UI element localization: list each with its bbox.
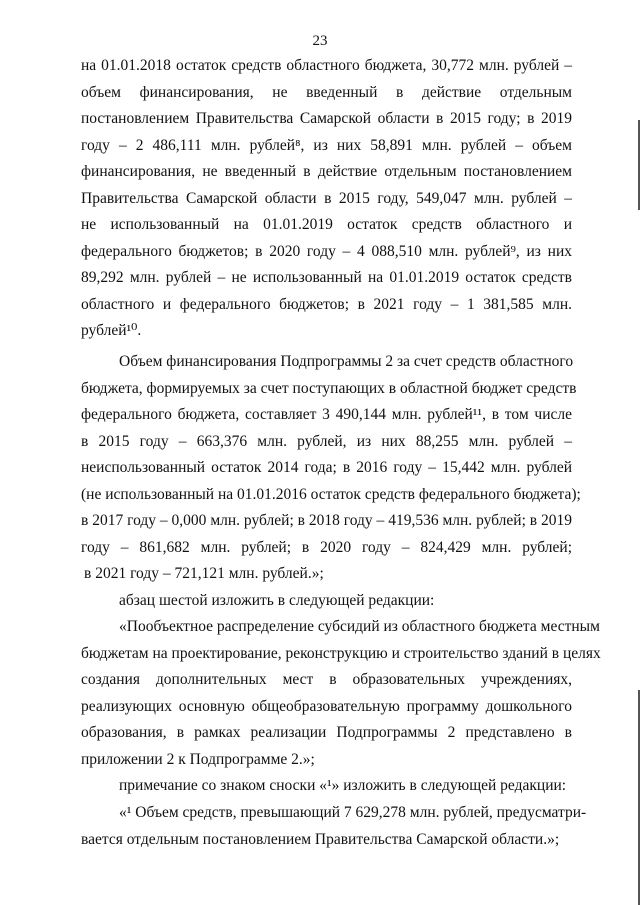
text-line: абзац шестой изложить в следующей редакции: xyxy=(119,592,435,609)
paragraph-3 xyxy=(81,588,572,615)
text-line: 89,292 млн. рублей – не использованный на 01.01.2019 остаток средств xyxy=(81,269,572,286)
text-line: рублей¹⁰. xyxy=(81,322,142,339)
text-line: примечание со знаком сноски «¹» изложить в следующей редакции: xyxy=(119,777,567,794)
text-line: постановлением Правительства Самарской области в 2015 году; в 2019 xyxy=(81,110,572,127)
text-line: создания дополнительных мест в образовательных учреждениях, xyxy=(81,671,572,688)
paragraph-1 xyxy=(81,53,572,345)
text-line: бюджета, формируемых за счет поступающих в областной бюджет средств xyxy=(81,379,577,397)
text-line: на 01.01.2018 остаток средств областного бюджета, 30,772 млн. рублей – xyxy=(81,57,572,74)
text-line: приложении 2 к Подпрограмме 2.»; xyxy=(81,750,315,768)
text-line: Правительства Самарской области в 2015 году, 549,047 млн. рублей – xyxy=(81,189,572,207)
page-number: 23 xyxy=(312,33,328,49)
text-line: в 2021 году – 721,121 млн. рублей.»; xyxy=(84,565,324,582)
text-line: в 2015 году – 663,376 млн. рублей, из них 88,255 млн. рублей – xyxy=(81,432,572,450)
text-line: реализующих основную общеобразовательную программу дошкольного xyxy=(81,697,572,715)
text-line: Объем финансирования Подпрограммы 2 за счет средств областного xyxy=(119,353,574,370)
text-line: вается отдельным постановлением Правительства Самарской области.»; xyxy=(81,830,560,848)
text-line: году – 2 486,111 млн. рублей⁸, из них 58,891 млн. рублей – объем xyxy=(81,136,572,154)
text-line: бюджетам на проектирование, реконструкцию и строительство зданий в целях xyxy=(81,644,601,662)
text-line: образования, в рамках реализации Подпрограммы 2 представлено в xyxy=(81,724,572,741)
text-line: в 2017 году – 0,000 млн. рублей; в 2018 году – 419,536 млн. рублей; в 2019 xyxy=(81,512,572,529)
text-line: областного и федерального бюджетов; в 2021 году – 1 381,585 млн. xyxy=(81,295,572,313)
text-line: федерального бюджета, составляет 3 490,144 млн. рублей¹¹, в том числе xyxy=(81,406,572,423)
text-line: объем финансирования, не введенный в действие отдельным xyxy=(81,83,572,101)
paragraph-5 xyxy=(81,773,572,800)
text-line: «¹ Объем средств, превышающий 7 629,278 млн. рублей, предусматри- xyxy=(119,804,587,821)
text-line: неиспользованный остаток 2014 года; в 2016 году – 15,442 млн. рублей xyxy=(81,459,572,476)
paragraph-6 xyxy=(81,800,587,853)
text-line: году – 861,682 млн. рублей; в 2020 году – 824,429 млн. рублей; xyxy=(81,538,572,556)
text-line: (не использованный на 01.01.2016 остаток средств федерального бюджета); xyxy=(81,485,581,503)
text-line: финансирования, не введенный в действие отдельным постановлением xyxy=(81,163,572,180)
text-line: «Пообъектное распределение субсидий из областного бюджета местным xyxy=(119,618,600,635)
text-line: не использованный на 01.01.2019 остаток средств областного и xyxy=(81,216,572,233)
paragraph-4 xyxy=(81,614,601,773)
text-line: федерального бюджетов; в 2020 году – 4 088,510 млн. рублей⁹, из них xyxy=(81,242,572,260)
paragraph-2 xyxy=(81,349,581,588)
